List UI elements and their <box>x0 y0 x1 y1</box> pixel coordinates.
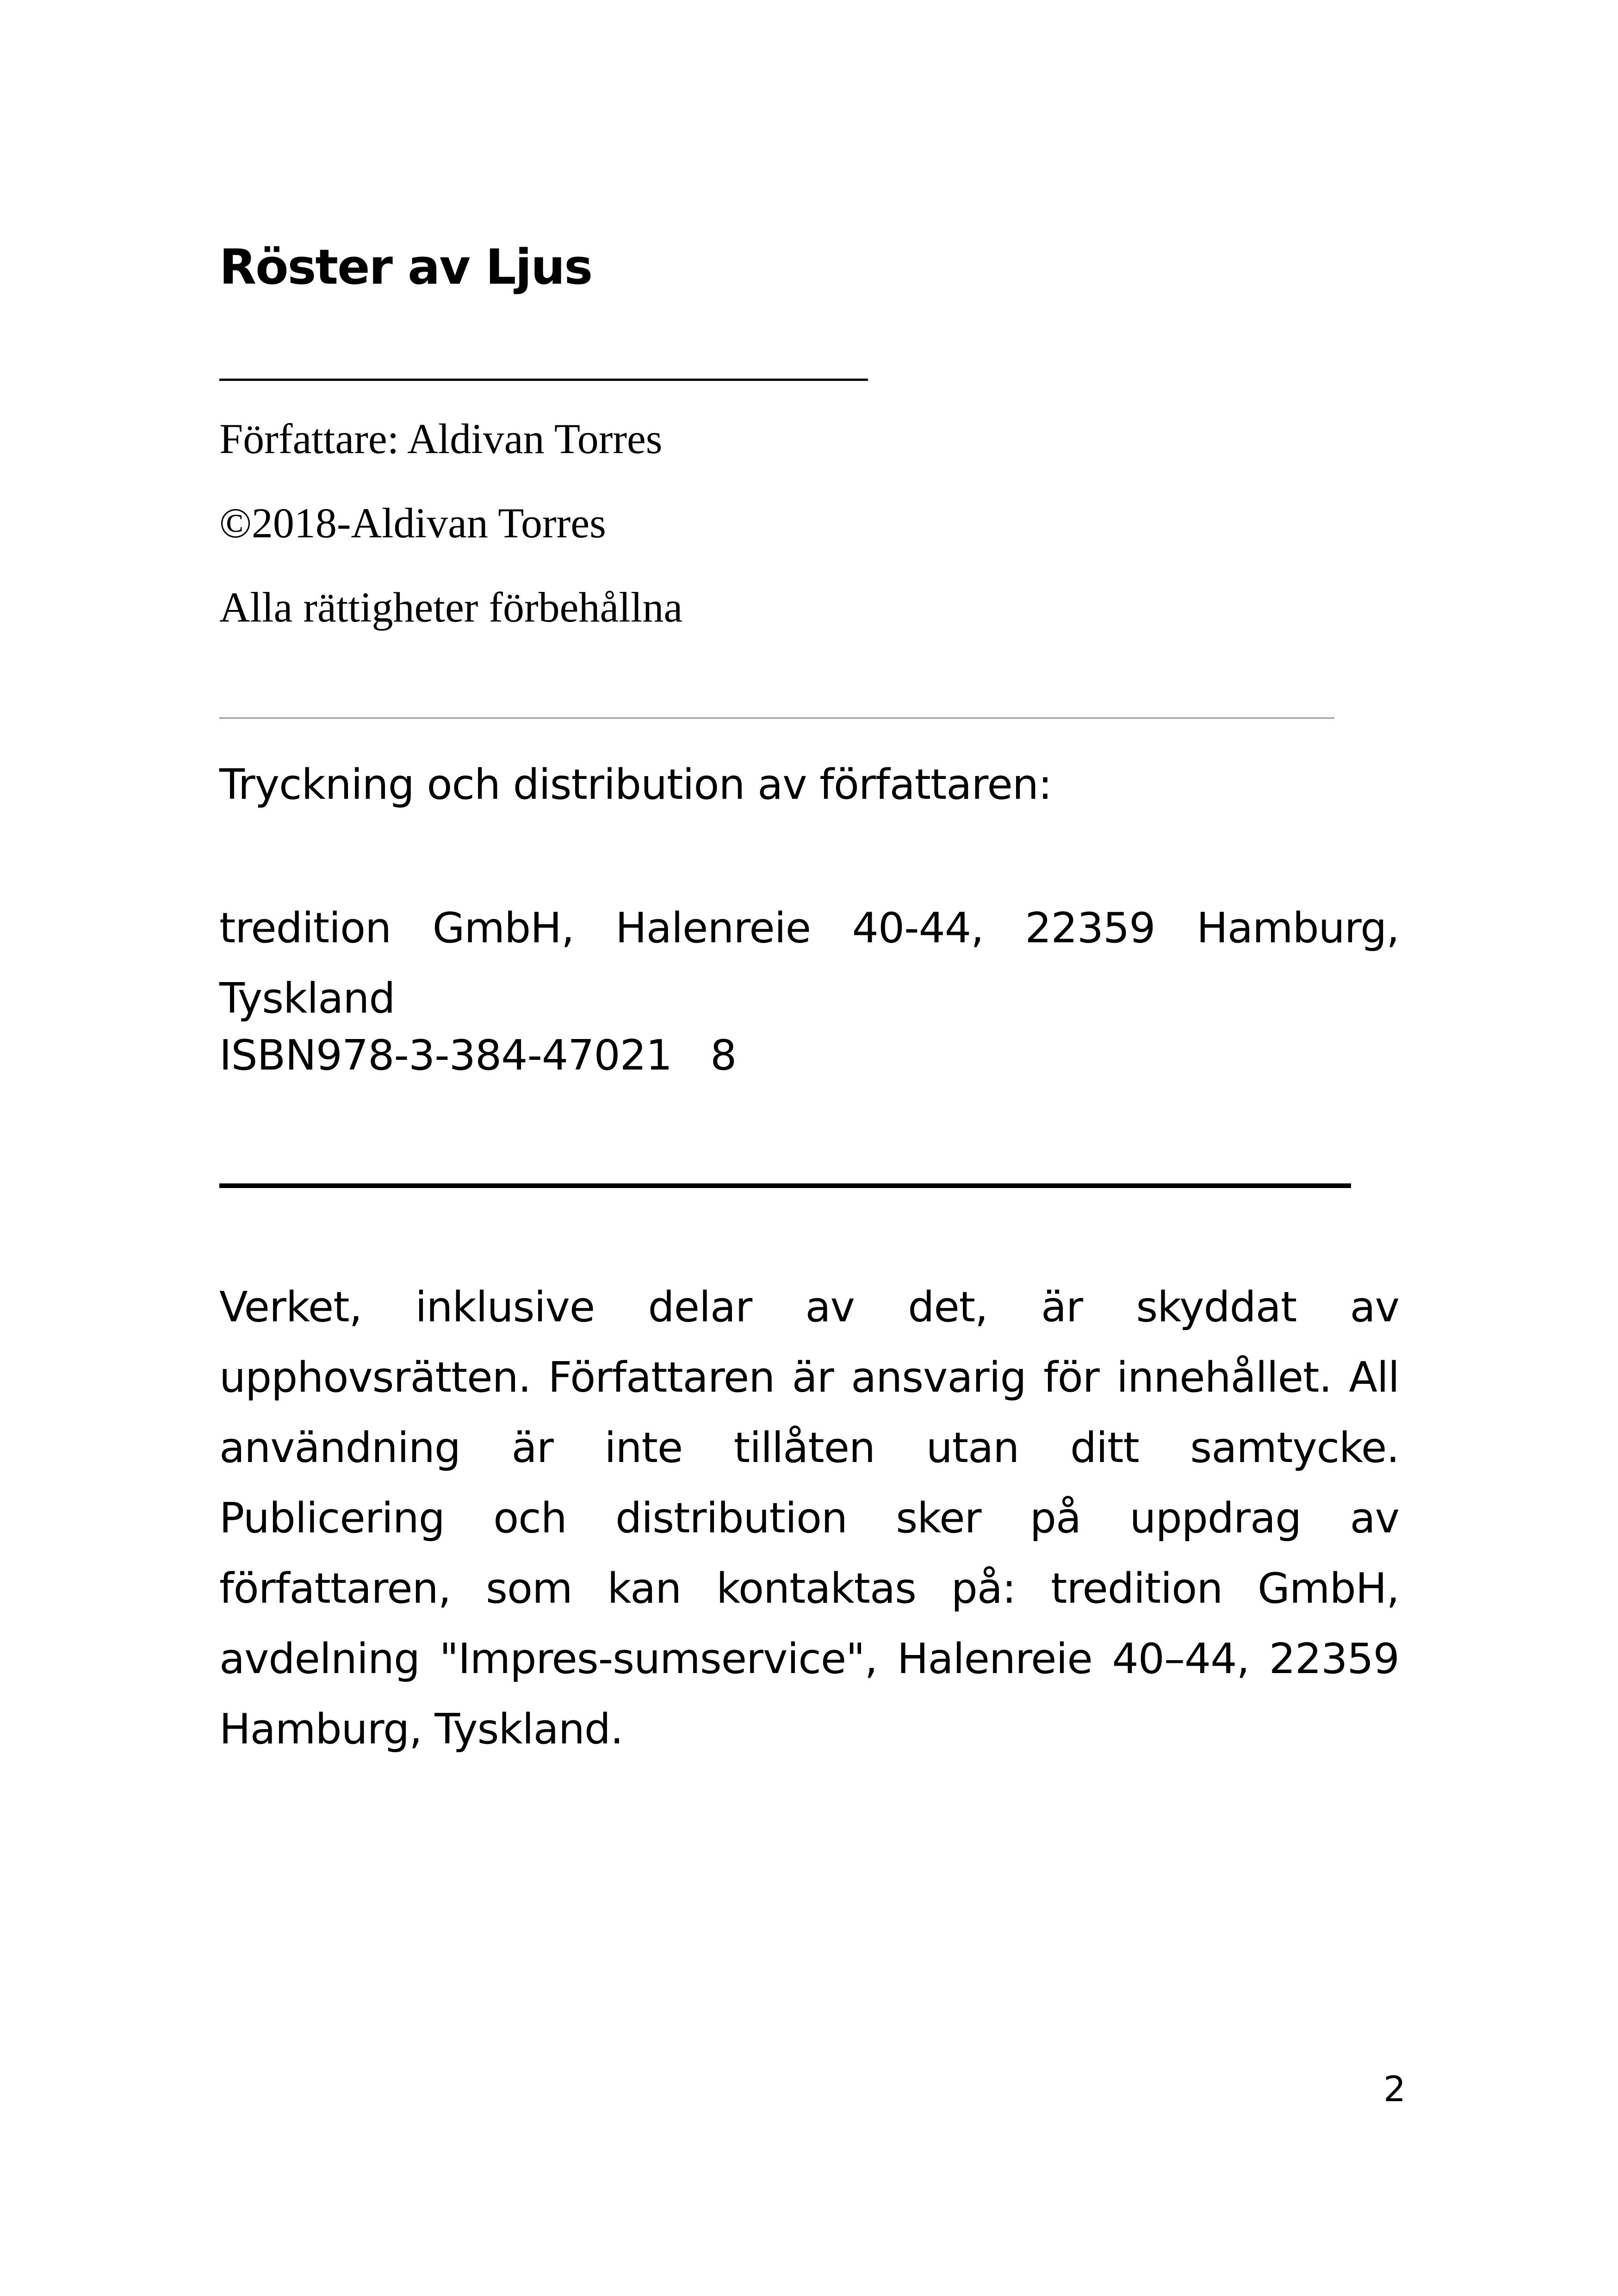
page-title: Röster av Ljus <box>219 239 592 295</box>
author-line: Författare: Aldivan Torres <box>219 415 663 462</box>
copyright-line: ©2018-Aldivan Torres <box>219 499 606 547</box>
isbn: ISBN978-3-384-47021 8 <box>219 1031 737 1080</box>
printing-heading: Tryckning och distribution av författaren: <box>219 760 1052 809</box>
metadata-divider <box>219 717 1334 719</box>
notice-divider <box>219 1183 1351 1188</box>
publisher-address: tredition GmbH, Halenreie 40-44, 22359 Hamburg, Tyskland <box>219 904 1399 1023</box>
rights-line: Alla rättigheter förbehållna <box>219 584 683 631</box>
page-number: 2 <box>1383 2068 1406 2109</box>
copyright-notice: Verket, inklusive delar av det, är skyddat av upphovsrätten. Författaren är ansvarig för innehållet. All användning är inte tillåten utan ditt samtycke. Publicering och distribution sker på uppdrag av författaren, som kan kontaktas på: tredition GmbH, avdelning "Impres-sumservice", Halenreie 40–44, 22359 Hamburg, Tyskland. <box>219 1283 1399 1754</box>
title-divider <box>219 379 868 381</box>
